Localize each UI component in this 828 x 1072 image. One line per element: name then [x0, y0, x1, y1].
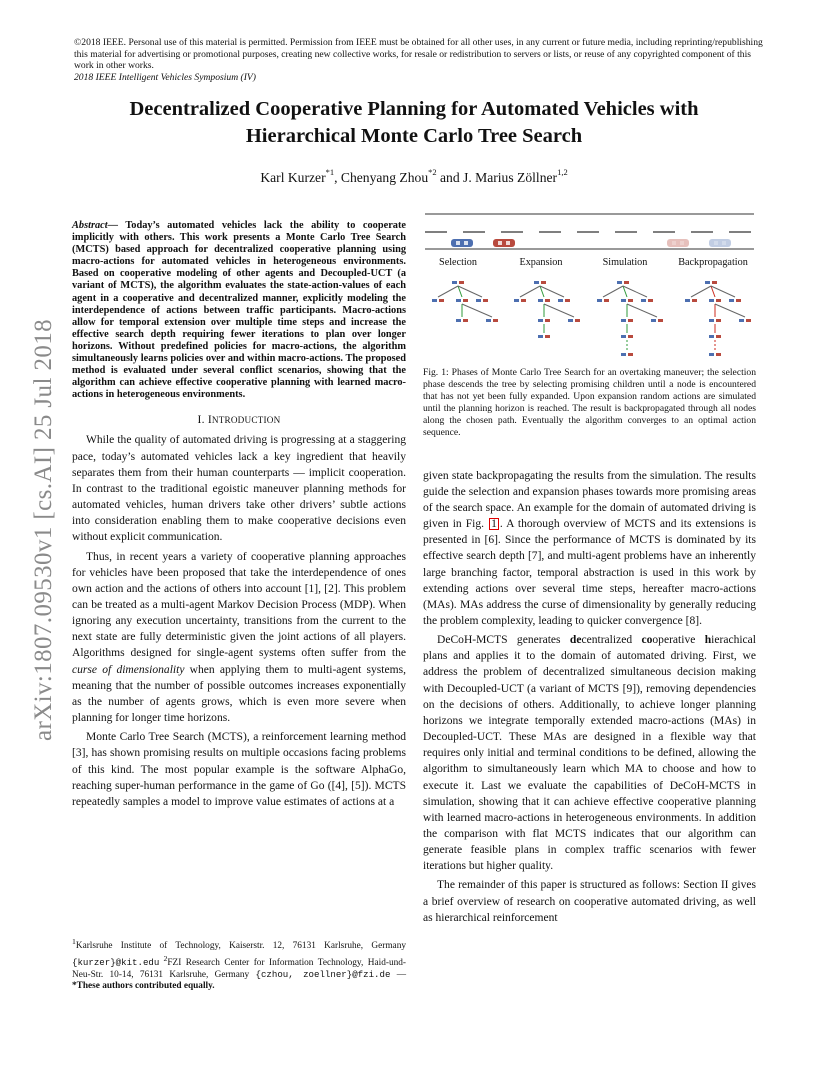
tree-root-node-b [617, 281, 622, 284]
tree-node-r [521, 299, 526, 302]
tree-node-r [648, 299, 653, 302]
tree-node-r [716, 299, 721, 302]
paragraph: The remainder of this paper is structured as follows: Section II gives a brief overview of research on cooperative automated driving, as well as hierarchical reinforcement [423, 879, 756, 924]
tree-root-node-b [705, 281, 710, 284]
tree-node-b [709, 299, 714, 302]
car-red-ghost [667, 239, 689, 247]
car-blue [451, 239, 473, 247]
tree-root-node-b [534, 281, 539, 284]
venue-line: 2018 IEEE Intelligent Vehicles Symposium (IV) [74, 71, 256, 83]
stage-label-selection: Selection [439, 257, 477, 268]
tree-node-r [628, 299, 633, 302]
tree-root-node-b [452, 281, 457, 284]
tree-edge [627, 304, 657, 317]
tree-node-b [621, 319, 626, 322]
author-3-affil: 1,2 [557, 167, 568, 177]
author-2-affil: *2 [428, 167, 437, 177]
abstract-lead: Abstract [72, 220, 108, 231]
tree-node-r [575, 319, 580, 322]
rollout-node-b [621, 353, 626, 356]
author-2: , Chenyang Zhou [334, 170, 429, 185]
tree-node-r [692, 299, 697, 302]
tree-node-r [628, 319, 633, 322]
right-body [423, 468, 756, 926]
tree-node-r [545, 319, 550, 322]
arxiv-stamp [24, 300, 64, 760]
tree-node-r [604, 299, 609, 302]
tree-node-b [568, 319, 573, 322]
paragraph: Thus, in recent years a variety of cooperative planning approaches for vehicles have been proposed that take the interdependence of ones own action and the actions of others into account [1], [2]. This problem can be treated as a multi-agent Markov Decision Process (MDP). When ignoring any execution uncertainty, transitions from the current to the next state are fully deterministic given the joint actions of all players. Algorithms designed for single-agent systems often suffer from the curse of dimensionality when applying them to multi-agent systems, meaning that the number of possible outcomes increases exponentially as the number of agents grows, which is even more severe when planning for longer time horizons. [72, 550, 406, 725]
tree-expanded-node-b [709, 335, 714, 338]
tree-node-r [658, 319, 663, 322]
paragraph: DeCoH-MCTS generates decentralized cooperative hierachical plans and applies it to the domain of automated driving. First, we address the problem of decentralized simultaneous decision making with Decoupled-UCT (a variant of MCTS [9]), removing dependencies on the decisions of others. Additionally, to achieve longer planning horizons we integrate temporally extended macro-actions (MAs) in Decoupled-UCT. These MAs are designed in a flexible way that requires only initial and terminal conditions to be defined, allowing the algorithm to simultaneously learn which MA to choose and how to execute it. Last we evaluate the capabilities of DeCoH-MCTS in simulation, showing that it can achieve effective cooperative planning with learned macro-actions in heterogeneous environments. In addition the comparison with flat MCTS indicates that our algorithm can generate feasible plans in complex traffic scenarios with fewer iterations but higher quality. [423, 634, 757, 873]
title-line-2: Hierarchical Monte Carlo Tree Search [245, 125, 583, 147]
right-column [423, 205, 756, 929]
author-list [74, 167, 754, 186]
tree-node-b [558, 299, 563, 302]
tree-node-r [716, 319, 721, 322]
tree-node-b [729, 299, 734, 302]
car-red-ghost-window [680, 241, 684, 245]
tree-node-r [463, 319, 468, 322]
tree-node-b [621, 299, 626, 302]
tree-node-r [736, 299, 741, 302]
tree-node-r [483, 299, 488, 302]
tree-node-b [685, 299, 690, 302]
tree-expanded-node-r [628, 335, 633, 338]
abstract [72, 220, 406, 401]
tree-node-b [597, 299, 602, 302]
tree-expanded-node-b [621, 335, 626, 338]
tree-node-b [432, 299, 437, 302]
abstract-text: — Today’s automated vehicles lack the ability to cooperate implicitly with others. This work presents a Monte Carlo Tree Search (MCTS) based approach for decentralized cooperative planning using macro-actions for automated vehicles in heterogeneous environments. Based on cooperative modeling of other agents and Decoupled-UCT (a variant of MCTS), the algorithm evaluates the state-action-values of each agent in a cooperative and decentralized manner, explicitly modeling the interdependence of actions between traffic participants. Macro-actions allow for temporal extension over multiple time steps and increase the effective search depth requiring fewer iterations to plan over longer horizons. Without predefined policies for macro-actions, the algorithm simultaneously learns policies over and within macro-actions. The proposed method is evaluated under several conflict scenarios, showing that the algorithm can achieve effective cooperative planning with learned macro-actions in heterogeneous environments. [72, 220, 406, 401]
tree-node-b [456, 319, 461, 322]
figure-1 [423, 205, 756, 365]
copyright-notice [74, 37, 764, 83]
tree-edge [520, 286, 540, 297]
figure-link[interactable]: 1 [491, 518, 497, 531]
tree-node-r [439, 299, 444, 302]
tree-node-r [565, 299, 570, 302]
author-1-affil: *1 [325, 167, 335, 177]
tree-root-node-r [712, 281, 717, 284]
rollout-node-r [628, 353, 633, 356]
paragraph: given state backpropagating the results from the simulation. The results guide the selection and expansion phases towards more promising areas of the search space. An example for the domain of automated driving is given in Fig. 1 . A thorough overview of MCTS and its extensions is presented in [6]. Since the performance of MCTS is dominated by its effective search depth [7], and multi-agent problems have an inherently large branching factor, temporal abstraction is used in this work by extending actions over several time steps, hereafter macro-actions (MAs). MAs address the curse of dimensionality by generally reducing the problem complexity, leading to quicker convergence [8]. [423, 469, 756, 627]
tree-node-r [463, 299, 468, 302]
section-heading-introduction: I. INTRODUCTION [197, 413, 281, 427]
figure-caption: Fig. 1: Phases of Monte Carlo Tree Search for an overtaking maneuver; the selection phase descends the tree by selecting promising children until a node is encountered that has not yet been fully expanded. Upon expansion random actions are simulated until the planning horizon is reached. The result is backpropagated through all nodes along the chosen path. Eventually the algorithm converges to an optimal action sequence. [423, 367, 756, 439]
tree-node-r [493, 319, 498, 322]
stage-label-backpropagation: Backpropagation [678, 257, 748, 268]
author-1: Karl Kurzer [260, 170, 326, 185]
stage-label-simulation: Simulation [602, 257, 648, 268]
introduction-body [72, 432, 406, 810]
author-3: and J. Marius Zöllner [436, 170, 558, 185]
tree-node-b [456, 299, 461, 302]
tree-edge [544, 304, 574, 317]
tree-root-node-r [459, 281, 464, 284]
tree-node-b [709, 319, 714, 322]
tree-node-r [545, 299, 550, 302]
tree-edge [438, 286, 458, 297]
tree-node-b [538, 299, 543, 302]
tree-node-b [651, 319, 656, 322]
tree-expanded-node-b [538, 335, 543, 338]
tree-edge [715, 304, 745, 317]
car-blue-ghost-window [722, 241, 726, 245]
car-blue-window [456, 241, 460, 245]
tree-node-b [641, 299, 646, 302]
left-column [72, 220, 406, 813]
tree-root-node-r [624, 281, 629, 284]
tree-node-b [486, 319, 491, 322]
car-red-ghost-window [672, 241, 676, 245]
tree-node-b [538, 319, 543, 322]
tree-expanded-node-r [545, 335, 550, 338]
footnotes: $^1$Karlsruhe Institute of Technology, Kaiserstr. 12, 76131 Karlsruhe, Germany {kurzer}@kit.edu $^2$FZI Research Center for Information Technology, Haid-und-Neu-Str. 10-14, 76131 Karlsruhe, Germany {czhou, zoellner}@fzi.de — *These authors contributed equally. [72, 937, 406, 992]
paragraph: While the quality of automated driving is progressing at a staggering pace, today’s automated vehicles lack a key ingredient that heavily separates them from their human counterparts — implicit cooperation. In contrast to the traditional egoistic maneuver planning methods for automated vehicles, human drivers take other drivers’ subtle actions into consideration enabling them to make cooperative decisions even without explicit communication. [72, 434, 406, 544]
tree-node-r [746, 319, 751, 322]
tree-edge [603, 286, 623, 297]
rollout-node-r [716, 353, 721, 356]
copyright-text: ©2018 IEEE. Personal use of this material is permitted. Permission from IEEE must be obtained for all other uses, in any current or future media, including reprinting/republishing this material for advertising or promotional purposes, creating new collective works, for resale or redistribution to servers or lists, or reuse of any copyrighted component of this work in other works. [74, 37, 763, 72]
car-red-window [506, 241, 510, 245]
mcts-phases-illustration [423, 205, 756, 365]
tree-root-node-r [541, 281, 546, 284]
tree-node-b [476, 299, 481, 302]
rollout-node-b [709, 353, 714, 356]
tree-node-b [514, 299, 519, 302]
tree-expanded-node-r [716, 335, 721, 338]
car-blue-ghost-window [714, 241, 718, 245]
tree-edge [691, 286, 711, 297]
car-red [493, 239, 515, 247]
car-blue-window [464, 241, 468, 245]
tree-edge [462, 304, 492, 317]
tree-node-b [739, 319, 744, 322]
car-red-window [498, 241, 502, 245]
paper-title [74, 96, 754, 150]
arxiv-stamp-text: arXiv:1807.09530v1 [cs.AI] 25 Jul 2018 [30, 318, 57, 742]
car-blue-ghost [709, 239, 731, 247]
stage-label-expansion: Expansion [519, 257, 563, 268]
title-line-1: Decentralized Cooperative Planning for Automated Vehicles with [129, 98, 699, 120]
paragraph: Monte Carlo Tree Search (MCTS), a reinforcement learning method [3], has shown promising results on multiple occasions facing problems of this kind. The most popular example is the software AlphaGo, reaching super-human performance in the game of Go ([4], [5]). MCTS repeatedly samples a model to improve value estimates of actions at a [72, 731, 406, 808]
